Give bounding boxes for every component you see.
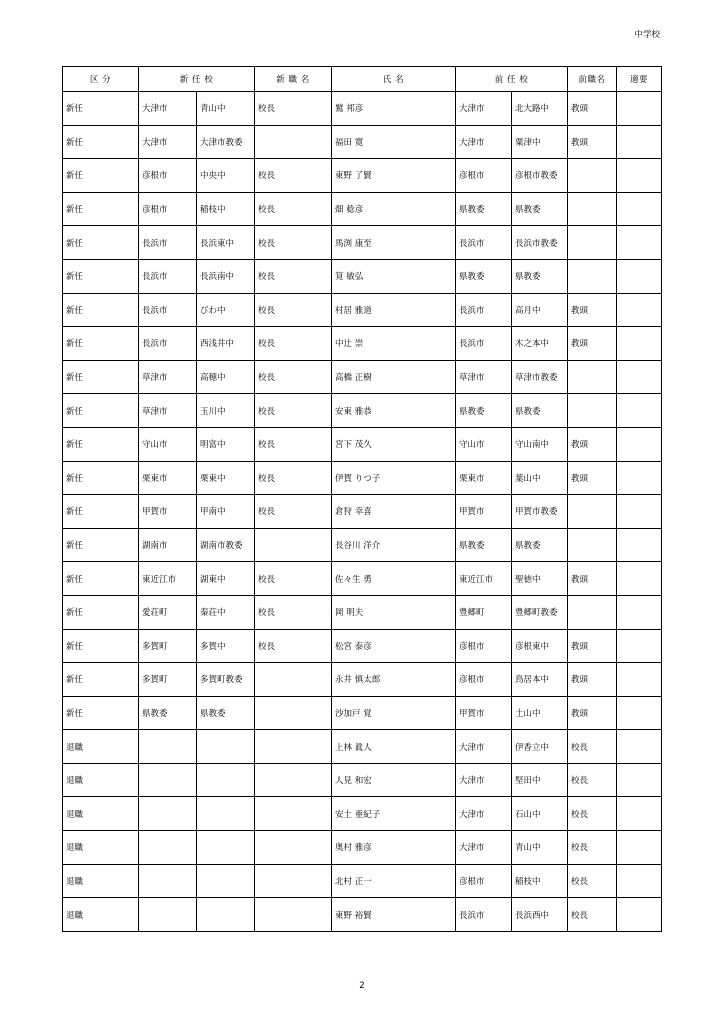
remarks-cell	[617, 427, 662, 461]
category-cell: 新任	[63, 427, 139, 461]
remarks-cell	[617, 831, 662, 865]
category-cell: 新任	[63, 629, 139, 663]
name-cell: 岡 明夫	[332, 595, 456, 629]
prev-school-cell: 長浜西中	[512, 898, 568, 932]
new-position-cell	[255, 663, 332, 697]
name-cell: 佐々生 勇	[332, 562, 456, 596]
new-city-cell: 栗東市	[139, 461, 197, 495]
remarks-cell	[617, 663, 662, 697]
header-previous-position: 前職名	[568, 67, 617, 92]
prev-school-cell: 甲賀市教委	[512, 495, 568, 529]
new-position-cell	[255, 898, 332, 932]
new-school-cell: 高穂中	[197, 360, 255, 394]
table-row	[63, 192, 662, 226]
new-city-cell: 長浜市	[139, 293, 197, 327]
remarks-cell	[617, 495, 662, 529]
category-cell: 退職	[63, 797, 139, 831]
new-city-cell: 草津市	[139, 360, 197, 394]
remarks-cell	[617, 629, 662, 663]
prev-city-cell: 豊郷町	[456, 595, 512, 629]
new-city-cell	[139, 898, 197, 932]
category-cell: 新任	[63, 125, 139, 159]
table-row	[63, 427, 662, 461]
prev-position-cell: 教頭	[568, 663, 617, 697]
prev-city-cell: 県教委	[456, 394, 512, 428]
prev-city-cell: 彦根市	[456, 864, 512, 898]
prev-school-cell: 彦根市教委	[512, 159, 568, 193]
name-cell: 畑 稔彦	[332, 192, 456, 226]
new-position-cell	[255, 528, 332, 562]
prev-position-cell	[568, 394, 617, 428]
remarks-cell	[617, 898, 662, 932]
new-city-cell: 守山市	[139, 427, 197, 461]
prev-school-cell: 県教委	[512, 528, 568, 562]
new-position-cell: 校長	[255, 192, 332, 226]
prev-position-cell	[568, 528, 617, 562]
table-row	[63, 159, 662, 193]
page-number: 2	[359, 981, 365, 991]
prev-city-cell: 大津市	[456, 125, 512, 159]
remarks-cell	[617, 763, 662, 797]
new-city-cell: 長浜市	[139, 226, 197, 260]
table-row	[63, 327, 662, 361]
new-school-cell	[197, 763, 255, 797]
new-position-cell: 校長	[255, 629, 332, 663]
remarks-cell	[617, 92, 662, 126]
prev-position-cell: 教頭	[568, 629, 617, 663]
prev-city-cell: 大津市	[456, 730, 512, 764]
category-cell: 退職	[63, 730, 139, 764]
category-cell: 新任	[63, 360, 139, 394]
table-row	[63, 730, 662, 764]
prev-city-cell: 草津市	[456, 360, 512, 394]
new-city-cell: 大津市	[139, 92, 197, 126]
name-cell: 宮下 茂久	[332, 427, 456, 461]
remarks-cell	[617, 125, 662, 159]
category-cell: 新任	[63, 696, 139, 730]
prev-position-cell	[568, 159, 617, 193]
prev-city-cell: 彦根市	[456, 159, 512, 193]
name-cell: 東野 了賢	[332, 159, 456, 193]
table-body	[63, 92, 662, 932]
new-city-cell: 多賀町	[139, 629, 197, 663]
prev-city-cell: 県教委	[456, 192, 512, 226]
prev-school-cell: 稲枝中	[512, 864, 568, 898]
new-position-cell: 校長	[255, 159, 332, 193]
prev-position-cell: 校長	[568, 831, 617, 865]
table-header-row	[63, 67, 662, 92]
header-new-position: 新 職 名	[255, 67, 332, 92]
name-cell: 人見 和宏	[332, 763, 456, 797]
remarks-cell	[617, 797, 662, 831]
remarks-cell	[617, 159, 662, 193]
new-school-cell: 湖東中	[197, 562, 255, 596]
remarks-cell	[617, 226, 662, 260]
remarks-cell	[617, 595, 662, 629]
new-school-cell	[197, 864, 255, 898]
prev-school-cell: 長浜市教委	[512, 226, 568, 260]
prev-position-cell: 教頭	[568, 327, 617, 361]
remarks-cell	[617, 192, 662, 226]
new-position-cell: 校長	[255, 259, 332, 293]
category-cell: 新任	[63, 495, 139, 529]
table-row	[63, 696, 662, 730]
name-cell: 松宮 泰彦	[332, 629, 456, 663]
new-city-cell: 長浜市	[139, 327, 197, 361]
new-city-cell: 大津市	[139, 125, 197, 159]
new-school-cell: 玉川中	[197, 394, 255, 428]
new-city-cell: 甲賀市	[139, 495, 197, 529]
header-previous-school: 前 任 校	[456, 67, 568, 92]
new-city-cell: 彦根市	[139, 192, 197, 226]
prev-position-cell: 教頭	[568, 125, 617, 159]
new-school-cell: 長浜東中	[197, 226, 255, 260]
new-position-cell	[255, 831, 332, 865]
prev-position-cell: 教頭	[568, 427, 617, 461]
new-school-cell: 湖南市教委	[197, 528, 255, 562]
prev-position-cell	[568, 226, 617, 260]
table-row	[63, 293, 662, 327]
table-row	[63, 864, 662, 898]
new-school-cell	[197, 797, 255, 831]
prev-position-cell: 校長	[568, 730, 617, 764]
prev-school-cell: 県教委	[512, 259, 568, 293]
name-cell: 高橋 正樹	[332, 360, 456, 394]
prev-position-cell: 教頭	[568, 696, 617, 730]
table-row	[63, 92, 662, 126]
prev-school-cell: 土山中	[512, 696, 568, 730]
category-cell: 退職	[63, 763, 139, 797]
name-cell: 永井 慎太郎	[332, 663, 456, 697]
school-level-label: 中学校	[634, 30, 660, 40]
name-cell: 安土 亜紀子	[332, 797, 456, 831]
name-cell: 上林 眞人	[332, 730, 456, 764]
prev-city-cell: 彦根市	[456, 663, 512, 697]
name-cell: 沙加戸 覚	[332, 696, 456, 730]
header-remarks: 適要	[617, 67, 662, 92]
prev-school-cell: 木之本中	[512, 327, 568, 361]
new-position-cell	[255, 730, 332, 764]
header-new-school: 新 任 校	[139, 67, 255, 92]
prev-school-cell: 鳥居本中	[512, 663, 568, 697]
prev-city-cell: 大津市	[456, 797, 512, 831]
category-cell: 新任	[63, 293, 139, 327]
prev-school-cell: 豊郷町教委	[512, 595, 568, 629]
new-position-cell: 校長	[255, 427, 332, 461]
remarks-cell	[617, 360, 662, 394]
table-row	[63, 629, 662, 663]
new-school-cell: 栗東中	[197, 461, 255, 495]
name-cell: 馬渕 康至	[332, 226, 456, 260]
table-row	[63, 226, 662, 260]
prev-school-cell: 北大路中	[512, 92, 568, 126]
prev-school-cell: 粟津中	[512, 125, 568, 159]
prev-school-cell: 県教委	[512, 394, 568, 428]
prev-city-cell: 県教委	[456, 259, 512, 293]
new-school-cell: 甲南中	[197, 495, 255, 529]
new-school-cell	[197, 898, 255, 932]
new-school-cell: 稲枝中	[197, 192, 255, 226]
new-position-cell: 校長	[255, 562, 332, 596]
prev-city-cell: 長浜市	[456, 226, 512, 260]
new-position-cell	[255, 696, 332, 730]
category-cell: 新任	[63, 595, 139, 629]
table-row	[63, 394, 662, 428]
prev-school-cell: 堅田中	[512, 763, 568, 797]
new-position-cell: 校長	[255, 226, 332, 260]
prev-position-cell	[568, 259, 617, 293]
new-city-cell	[139, 797, 197, 831]
prev-city-cell: 甲賀市	[456, 495, 512, 529]
prev-city-cell: 長浜市	[456, 327, 512, 361]
category-cell: 新任	[63, 663, 139, 697]
new-school-cell: 多賀町教委	[197, 663, 255, 697]
new-school-cell: 明富中	[197, 427, 255, 461]
prev-position-cell	[568, 360, 617, 394]
table-row	[63, 898, 662, 932]
prev-position-cell: 校長	[568, 797, 617, 831]
category-cell: 新任	[63, 394, 139, 428]
header-category: 区 分	[63, 67, 139, 92]
prev-position-cell	[568, 595, 617, 629]
prev-position-cell	[568, 495, 617, 529]
new-school-cell: 秦荘中	[197, 595, 255, 629]
category-cell: 退職	[63, 864, 139, 898]
new-school-cell: 県教委	[197, 696, 255, 730]
prev-position-cell: 校長	[568, 864, 617, 898]
prev-city-cell: 東近江市	[456, 562, 512, 596]
new-position-cell: 校長	[255, 92, 332, 126]
name-cell: 奥村 雅彦	[332, 831, 456, 865]
new-city-cell	[139, 730, 197, 764]
category-cell: 新任	[63, 192, 139, 226]
new-school-cell: 長浜南中	[197, 259, 255, 293]
new-school-cell: びわ中	[197, 293, 255, 327]
category-cell: 新任	[63, 226, 139, 260]
name-cell: 伊賀 りつ子	[332, 461, 456, 495]
remarks-cell	[617, 562, 662, 596]
new-city-cell: 草津市	[139, 394, 197, 428]
name-cell: 福田 寛	[332, 125, 456, 159]
table-row	[63, 663, 662, 697]
remarks-cell	[617, 327, 662, 361]
new-position-cell: 校長	[255, 327, 332, 361]
prev-city-cell: 大津市	[456, 92, 512, 126]
new-position-cell	[255, 797, 332, 831]
new-school-cell	[197, 831, 255, 865]
new-position-cell: 校長	[255, 293, 332, 327]
table-row	[63, 259, 662, 293]
new-school-cell: 大津市教委	[197, 125, 255, 159]
name-cell: 村居 雅道	[332, 293, 456, 327]
new-position-cell: 校長	[255, 461, 332, 495]
name-cell: 東野 裕賢	[332, 898, 456, 932]
new-school-cell: 多賀中	[197, 629, 255, 663]
prev-city-cell: 栗東市	[456, 461, 512, 495]
prev-position-cell: 教頭	[568, 562, 617, 596]
table-row	[63, 797, 662, 831]
remarks-cell	[617, 528, 662, 562]
new-city-cell: 愛荘町	[139, 595, 197, 629]
new-position-cell	[255, 125, 332, 159]
name-cell: 倉狩 幸喜	[332, 495, 456, 529]
table-row	[63, 360, 662, 394]
new-school-cell: 青山中	[197, 92, 255, 126]
prev-city-cell: 長浜市	[456, 898, 512, 932]
table-row	[63, 461, 662, 495]
prev-school-cell: 高月中	[512, 293, 568, 327]
new-position-cell	[255, 763, 332, 797]
prev-school-cell: 守山南中	[512, 427, 568, 461]
name-cell: 長谷川 洋介	[332, 528, 456, 562]
prev-position-cell: 教頭	[568, 92, 617, 126]
category-cell: 新任	[63, 327, 139, 361]
name-cell: 鷲 邦彦	[332, 92, 456, 126]
new-city-cell: 彦根市	[139, 159, 197, 193]
new-city-cell	[139, 831, 197, 865]
new-school-cell: 西浅井中	[197, 327, 255, 361]
new-city-cell: 県教委	[139, 696, 197, 730]
prev-position-cell: 校長	[568, 898, 617, 932]
remarks-cell	[617, 696, 662, 730]
table-row	[63, 125, 662, 159]
new-city-cell: 長浜市	[139, 259, 197, 293]
table-row	[63, 595, 662, 629]
prev-school-cell: 聖徳中	[512, 562, 568, 596]
category-cell: 新任	[63, 159, 139, 193]
name-cell: 中辻 崇	[332, 327, 456, 361]
prev-city-cell: 県教委	[456, 528, 512, 562]
prev-city-cell: 長浜市	[456, 293, 512, 327]
prev-city-cell: 守山市	[456, 427, 512, 461]
prev-position-cell	[568, 192, 617, 226]
remarks-cell	[617, 293, 662, 327]
category-cell: 新任	[63, 528, 139, 562]
category-cell: 新任	[63, 259, 139, 293]
category-cell: 新任	[63, 562, 139, 596]
table-row	[63, 528, 662, 562]
prev-school-cell: 彦根東中	[512, 629, 568, 663]
new-position-cell: 校長	[255, 595, 332, 629]
remarks-cell	[617, 394, 662, 428]
new-city-cell: 湖南市	[139, 528, 197, 562]
category-cell: 新任	[63, 461, 139, 495]
table-row	[63, 831, 662, 865]
remarks-cell	[617, 864, 662, 898]
prev-school-cell: 県教委	[512, 192, 568, 226]
new-city-cell	[139, 763, 197, 797]
table-row	[63, 763, 662, 797]
new-position-cell	[255, 864, 332, 898]
category-cell: 新任	[63, 92, 139, 126]
prev-position-cell: 教頭	[568, 461, 617, 495]
table-row	[63, 495, 662, 529]
new-school-cell: 中央中	[197, 159, 255, 193]
new-city-cell: 東近江市	[139, 562, 197, 596]
personnel-table	[62, 66, 662, 932]
new-city-cell	[139, 864, 197, 898]
new-position-cell: 校長	[255, 394, 332, 428]
name-cell: 筧 敏弘	[332, 259, 456, 293]
prev-position-cell: 教頭	[568, 293, 617, 327]
prev-city-cell: 大津市	[456, 831, 512, 865]
prev-city-cell: 大津市	[456, 763, 512, 797]
remarks-cell	[617, 461, 662, 495]
prev-school-cell: 青山中	[512, 831, 568, 865]
prev-city-cell: 彦根市	[456, 629, 512, 663]
prev-position-cell: 校長	[568, 763, 617, 797]
prev-school-cell: 葉山中	[512, 461, 568, 495]
table-row	[63, 562, 662, 596]
prev-school-cell: 草津市教委	[512, 360, 568, 394]
name-cell: 北村 正一	[332, 864, 456, 898]
remarks-cell	[617, 730, 662, 764]
name-cell: 安東 雅恭	[332, 394, 456, 428]
new-position-cell: 校長	[255, 360, 332, 394]
new-position-cell: 校長	[255, 495, 332, 529]
category-cell: 退職	[63, 831, 139, 865]
remarks-cell	[617, 259, 662, 293]
prev-school-cell: 石山中	[512, 797, 568, 831]
header-name: 氏 名	[332, 67, 456, 92]
category-cell: 退職	[63, 898, 139, 932]
prev-school-cell: 伊香立中	[512, 730, 568, 764]
new-city-cell: 多賀町	[139, 663, 197, 697]
new-school-cell	[197, 730, 255, 764]
prev-city-cell: 甲賀市	[456, 696, 512, 730]
